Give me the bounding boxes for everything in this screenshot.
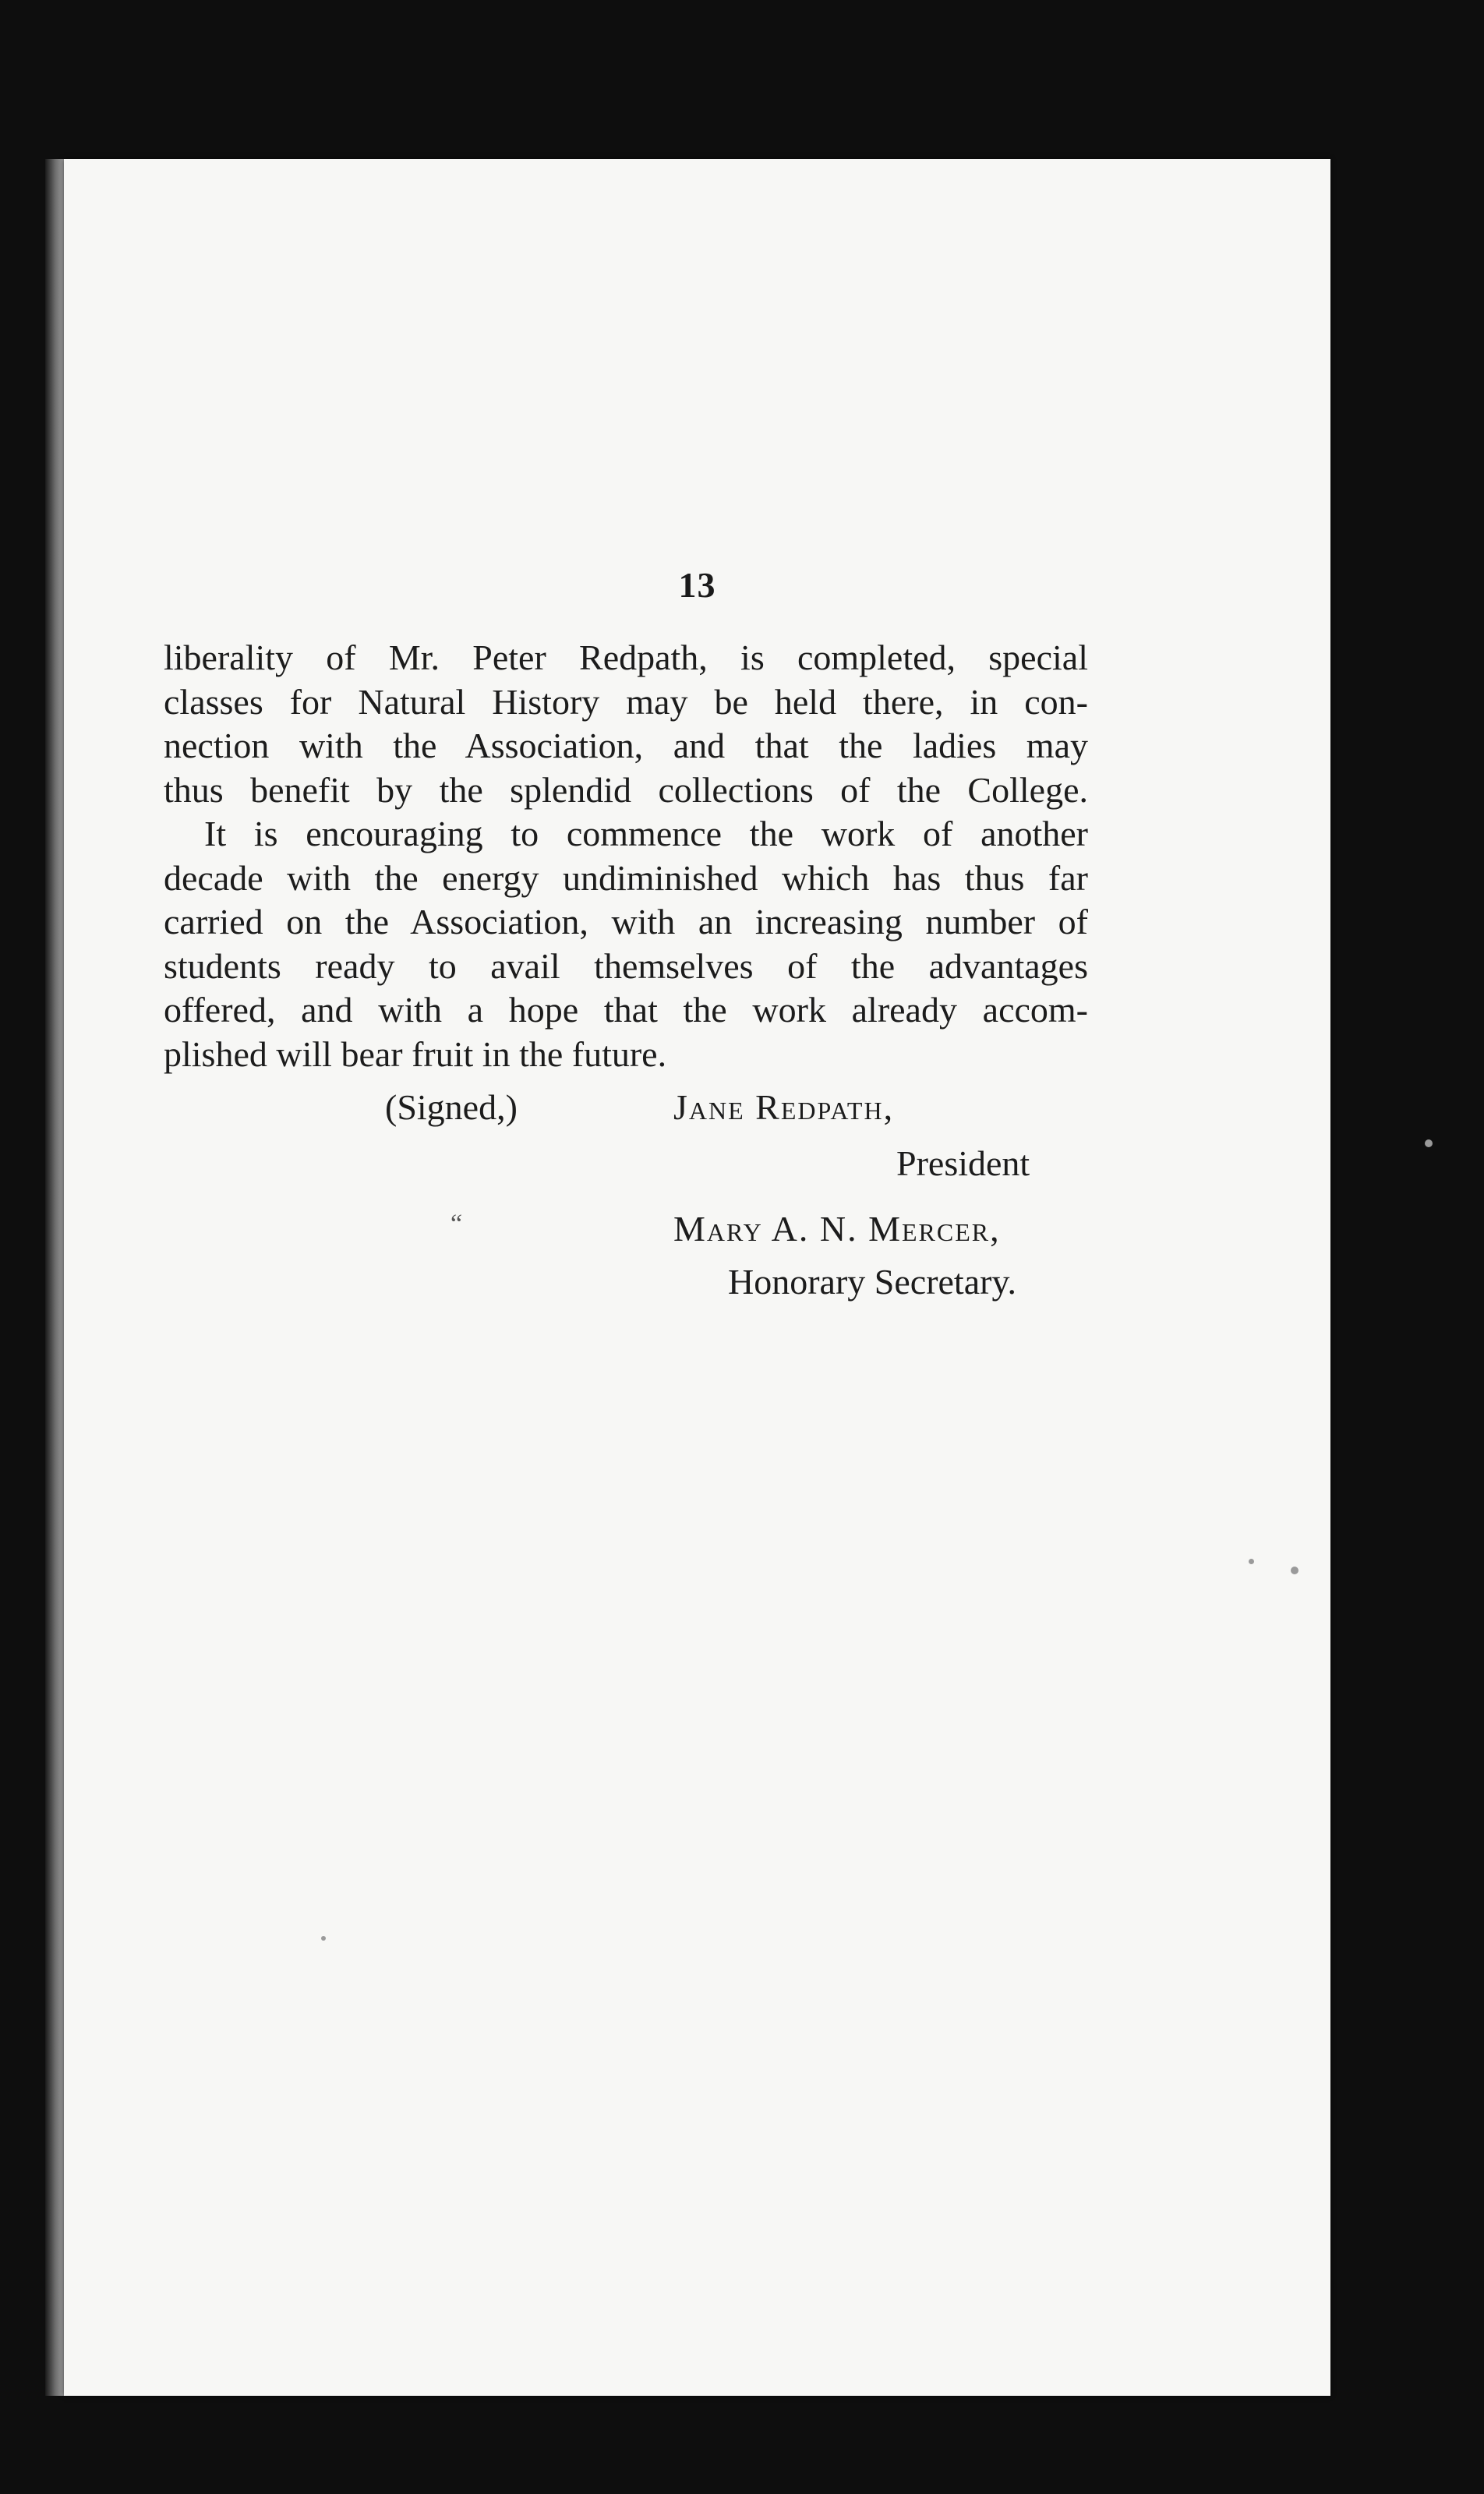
scan-speck — [1425, 1139, 1433, 1147]
text-line: classes for Natural History may be held there, in con- — [164, 681, 1088, 722]
paper-speck — [1249, 1559, 1254, 1564]
book-page — [64, 159, 1330, 2396]
body-text — [164, 636, 1088, 1076]
text-line: It is encouraging to commence the work of another — [204, 814, 1088, 853]
scan-speck — [1291, 1567, 1298, 1574]
text-line: nection with the Association, and that the ladies may — [164, 726, 1088, 765]
text-line: carried on the Association, with an increasing number of — [164, 902, 1088, 941]
text-line: offered, and with a hope that the work already accom- — [164, 990, 1088, 1030]
page-number: 13 — [678, 565, 716, 605]
second-signatory-name: Mary A. N. Mercer, — [673, 1209, 1001, 1249]
second-signatory-title: Honorary Secretary. — [728, 1262, 1016, 1302]
signed-label: (Signed,) — [385, 1087, 518, 1127]
paper-speck — [321, 1936, 326, 1941]
first-signatory-name: Jane Redpath, — [673, 1087, 895, 1127]
text-line: thus benefit by the splendid collections of the College. — [164, 769, 1088, 810]
text-line: plished will bear fruit in the future. — [164, 1033, 667, 1074]
text-line: decade with the energy undiminished which has thus far — [164, 857, 1088, 898]
first-signatory-title: President — [896, 1143, 1030, 1183]
text-line: liberality of Mr. Peter Redpath, is completed, special — [164, 638, 1088, 677]
ditto-mark: “ — [450, 1210, 463, 1238]
text-line: students ready to avail themselves of the advantages — [164, 945, 1088, 986]
